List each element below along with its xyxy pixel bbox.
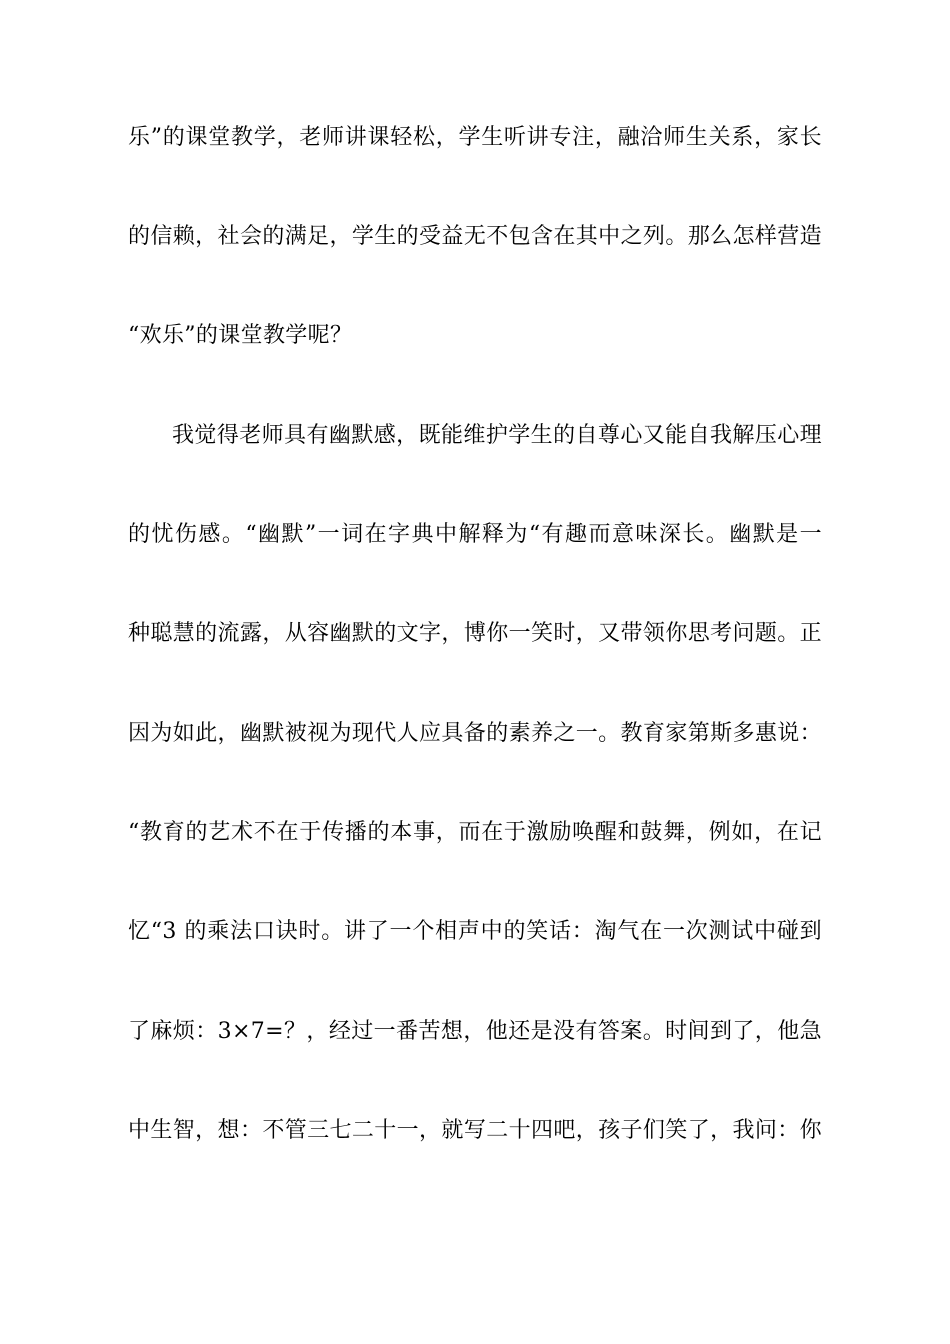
paragraph-2-line-5: “教育的艺术不在于传播的本事，而在于激励唤醒和鼓舞，例如，在记	[128, 820, 822, 845]
paragraph-2-line-2: 的忧伤感。“幽默”一词在字典中解释为“有趣而意味深长。幽默是一	[128, 522, 822, 547]
paragraph-2-line-6: 忆“3 的乘法口诀时。讲了一个相声中的笑话：淘气在一次测试中碰到	[128, 919, 822, 944]
paragraph-1-line-2: 的信赖，社会的满足，学生的受益无不包含在其中之列。那么怎样营造	[128, 224, 822, 249]
paragraph-2-line-4: 因为如此，幽默被视为现代人应具备的素养之一。教育家第斯多惠说：	[128, 721, 822, 746]
paragraph-1-line-3: “欢乐”的课堂教学呢？	[128, 323, 353, 348]
paragraph-2-line-1: 我觉得老师具有幽默感，既能维护学生的自尊心又能自我解压心理	[172, 423, 822, 448]
paragraph-2-line-8: 中生智，想：不管三七二十一，就写二十四吧，孩子们笑了，我问：你	[128, 1118, 822, 1143]
paragraph-2-line-7: 了麻烦：3×7=？，经过一番苦想，他还是没有答案。时间到了，他急	[128, 1019, 822, 1044]
paragraph-1-line-1: 乐”的课堂教学，老师讲课轻松，学生听讲专注，融洽师生关系，家长	[128, 125, 822, 150]
paragraph-2-line-3: 种聪慧的流露，从容幽默的文字，博你一笑时，又带领你思考问题。正	[128, 621, 822, 646]
